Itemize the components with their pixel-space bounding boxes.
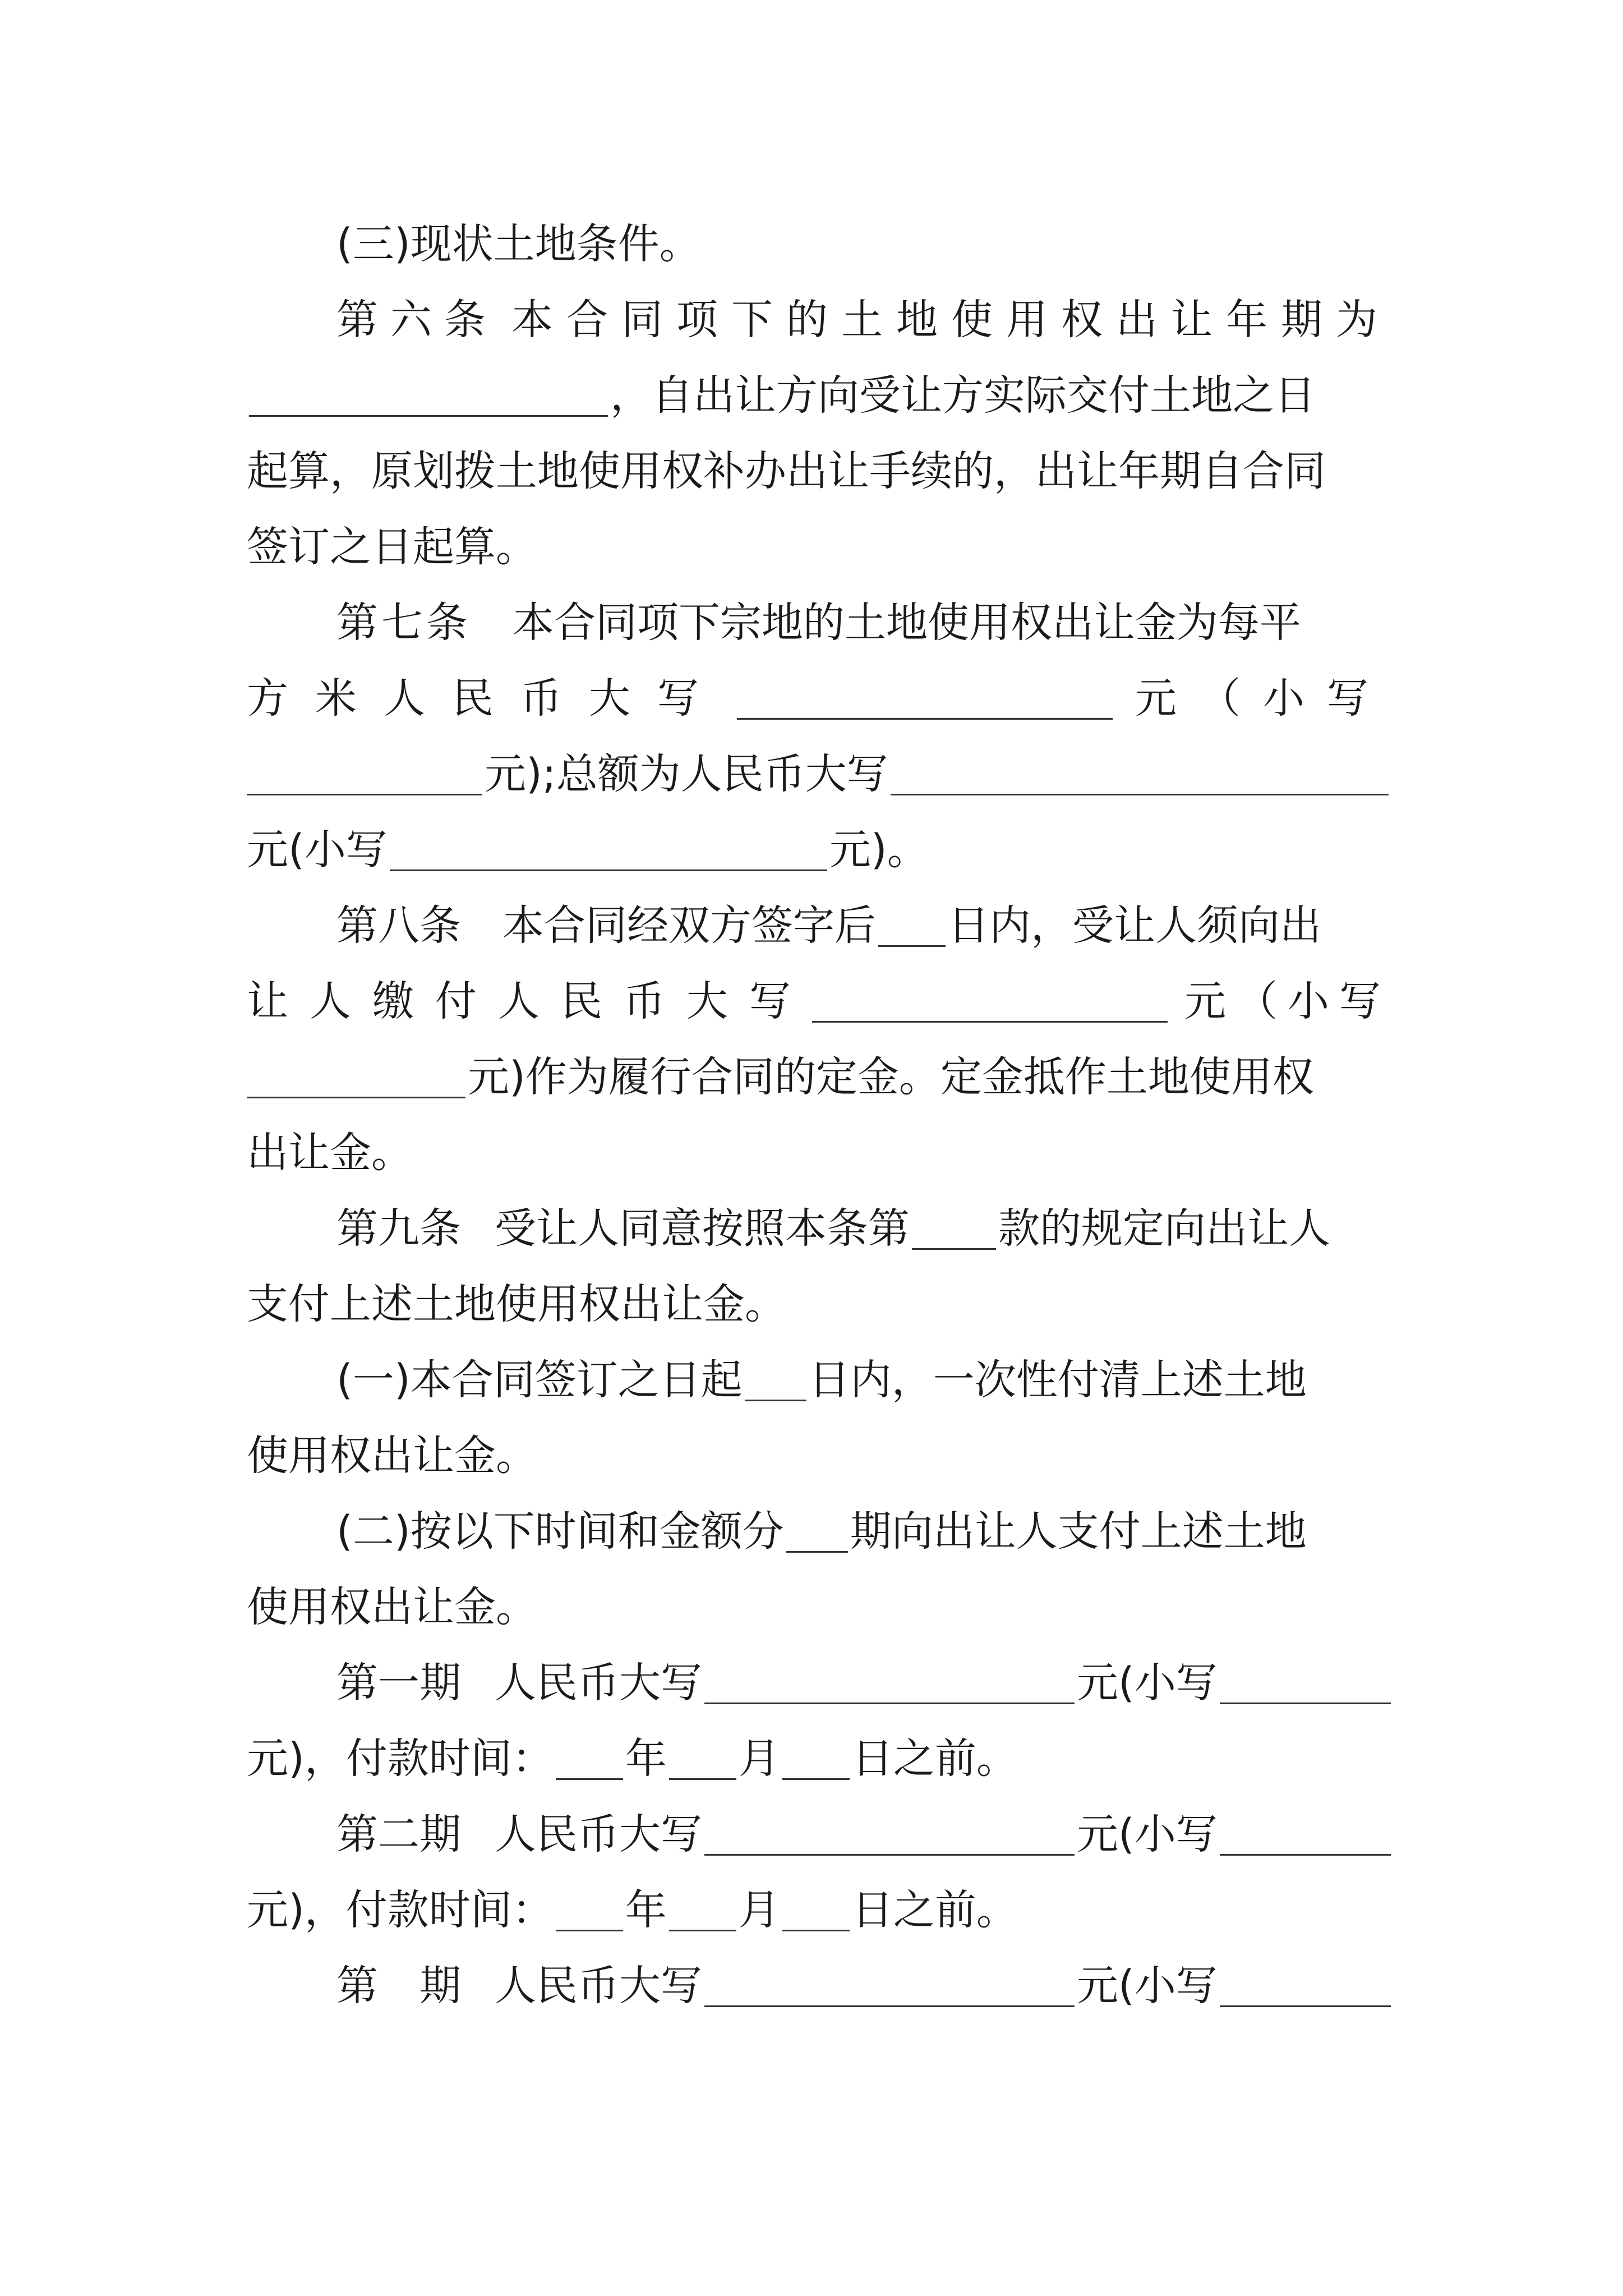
article-9-heading xyxy=(336,1192,1391,1265)
text-segment: 元(小写 xyxy=(1077,1659,1218,1707)
paragraph-line xyxy=(247,359,1391,432)
text-segment: 元)，付款时间： xyxy=(247,1734,554,1783)
fill-blank xyxy=(669,1889,736,1931)
text-segment: 方米人民币大写 xyxy=(247,674,726,723)
fill-blank xyxy=(669,1738,736,1780)
article-7-heading xyxy=(336,586,1391,659)
paragraph-line xyxy=(247,1874,1391,1947)
paragraph-line xyxy=(247,1419,1391,1492)
paragraph-line xyxy=(247,1571,1391,1644)
fill-blank xyxy=(782,1889,850,1931)
text-segment: 日之前。 xyxy=(851,1734,1018,1783)
text-segment: 支付上述土地使用权出让金。 xyxy=(247,1280,786,1328)
text-segment: 期向出让人支付上述土地 xyxy=(850,1507,1307,1556)
text-segment: ，自出让方向受让方实际交付土地之日 xyxy=(610,371,1316,420)
fill-blank xyxy=(704,1662,1075,1704)
text-segment: 人民币大写 xyxy=(495,1962,702,2010)
paragraph-line xyxy=(336,1495,1391,1568)
text-segment: 月 xyxy=(738,1734,780,1783)
fill-blank xyxy=(891,753,1389,795)
text-segment: (一)本合同签订之日起 xyxy=(336,1356,743,1404)
text-segment: 出让金。 xyxy=(247,1129,413,1177)
text-segment: 元);总额为人民币大写 xyxy=(485,750,888,798)
fill-blank xyxy=(390,829,827,871)
text-segment: 签订之日起算。 xyxy=(247,523,537,571)
text-segment: 款的规定向出让人 xyxy=(998,1204,1330,1253)
paragraph-line xyxy=(247,1268,1391,1341)
installment-n xyxy=(336,1949,1391,2022)
fill-blank xyxy=(1220,1965,1391,2007)
text-segment: 受让人同意按照本条第 xyxy=(495,1204,910,1253)
fill-blank xyxy=(912,1208,996,1250)
text-segment: 起算，原划拨土地使用权补办出让手续的，出让年期自合同 xyxy=(247,447,1326,495)
text-segment: 元)作为履行合同的定金。定金抵作土地使用权 xyxy=(468,1053,1314,1101)
text-segment: 让人缴付人民币大写 xyxy=(247,977,812,1025)
text-segment: 使用权出让金。 xyxy=(247,1432,537,1480)
installment-2 xyxy=(336,1798,1391,1871)
fill-blank xyxy=(556,1889,623,1931)
fill-blank xyxy=(782,1738,850,1780)
text-segment: (二)按以下时间和金额分 xyxy=(336,1507,784,1556)
text-segment: 日内，受让人须向出 xyxy=(948,901,1321,950)
text-segment: 本合同项下宗地的土地使用权出让金为每平 xyxy=(513,599,1301,647)
fill-blank xyxy=(1220,1662,1391,1704)
fill-blank xyxy=(737,678,1113,720)
text-segment: 元（小写 xyxy=(1135,674,1391,723)
fill-blank xyxy=(745,1359,806,1401)
article-6-heading xyxy=(336,283,1391,356)
text-segment: 月 xyxy=(738,1886,780,1934)
article-number: 第六条 xyxy=(336,296,498,344)
text-segment: 元(小写 xyxy=(1077,1962,1218,2010)
article-number: 第七条 xyxy=(336,599,471,647)
installment-label: 第一期 xyxy=(336,1659,461,1707)
paragraph-line xyxy=(247,813,1391,886)
article-number: 第九条 xyxy=(336,1204,461,1253)
installment-1 xyxy=(336,1646,1391,1719)
text-segment: 人民币大写 xyxy=(495,1659,702,1707)
fill-blank xyxy=(247,1056,465,1098)
fill-blank xyxy=(249,375,608,417)
paragraph-line xyxy=(247,1041,1391,1114)
text-segment: 本合同经双方签字后 xyxy=(502,901,876,950)
paragraph-line xyxy=(336,208,1391,280)
text-segment: 日内，一次性付清上述土地 xyxy=(808,1356,1307,1404)
paragraph-line xyxy=(247,965,1391,1038)
text-segment: 年 xyxy=(625,1886,667,1934)
text-segment: 元(小写 xyxy=(247,826,388,874)
fill-blank xyxy=(878,905,946,947)
installment-label: 第 xyxy=(336,1962,378,2010)
text-segment: 使用权出让金。 xyxy=(247,1583,537,1631)
text-segment: 元)。 xyxy=(829,826,929,874)
text-segment: 日之前。 xyxy=(851,1886,1018,1934)
paragraph-line xyxy=(247,662,1391,735)
text-segment: 年 xyxy=(625,1734,667,1783)
fill-blank xyxy=(704,1965,1075,2007)
fill-blank xyxy=(1220,1814,1391,1856)
paragraph-line xyxy=(336,1343,1391,1416)
text-segment: (三)现状土地条件。 xyxy=(336,220,701,268)
fill-blank xyxy=(247,753,482,795)
text-segment: 人民币大写 xyxy=(495,1810,702,1858)
article-number: 第八条 xyxy=(336,901,461,950)
installment-label: 第二期 xyxy=(336,1810,461,1858)
text-segment: 本合同项下的土地使用权出让年期为 xyxy=(511,296,1391,344)
paragraph-line xyxy=(247,1116,1391,1189)
text-segment: 元(小写 xyxy=(1077,1810,1218,1858)
paragraph-line xyxy=(247,435,1391,508)
installment-label: 期 xyxy=(419,1962,461,2010)
paragraph-line xyxy=(247,1722,1391,1795)
paragraph-line xyxy=(247,510,1391,583)
paragraph-line xyxy=(247,738,1391,811)
fill-blank xyxy=(812,981,1168,1023)
fill-blank xyxy=(556,1738,623,1780)
article-8-heading xyxy=(336,889,1391,962)
text-segment: 元（小写 xyxy=(1184,977,1391,1025)
text-segment: 元)，付款时间： xyxy=(247,1886,554,1934)
fill-blank xyxy=(786,1511,848,1553)
fill-blank xyxy=(704,1814,1075,1856)
